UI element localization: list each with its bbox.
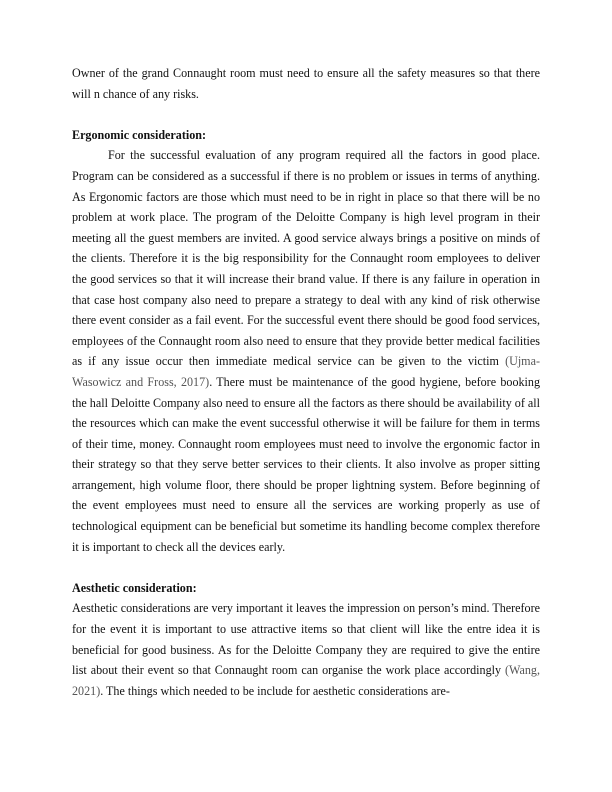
intro-paragraph: Owner of the grand Connaught room must need to ensure all the safety measures so that there will n chance of any risks. [72, 66, 540, 101]
document-page [72, 63, 540, 701]
ergonomic-paragraph [72, 145, 540, 557]
aesthetic-text-part-2: . The things which needed to be include for aesthetic considerations are- [100, 683, 450, 698]
ergonomic-text-part-1: For the successful evaluation of any program required all the factors in good place. Program can be considered as a successful if there is no problem or issues in terms of anything. As Ergonomic factors are those which must need to be in right in place so that there will be no problem at work place. The program of the Deloitte Company is high level program in their meeting all the guest members are invited. A good service always brings a positive on minds of the clients. Therefore it is the big responsibility for the Connaught room employees to deliver the good services so that it will increase their brand value. If there is any failure in operation in that case host company also need to prepare a strategy to deal with any kind of risk otherwise there event consider as a fail event. For the successful event there should be good food services, employees of the Connaught room also need to ensure that they provide better medical facilities as if any issue occur then immediate medical service can be given to the victim [72, 148, 540, 369]
aesthetic-text-part-1: Aesthetic considerations are very important it leaves the impression on person’s mind. Therefore for the event it is important to use attractive items so that client will like the entre idea it is beneficial for good business. As for the Deloitte Company they are required to give the entire list about their event so that Connaught room can organise the work place accordingly [72, 601, 540, 678]
ergonomic-citation: (Ujma-Wasowicz and Fross, 2017) [72, 354, 540, 389]
spacer [72, 557, 540, 578]
aesthetic-citation: (Wang, 2021) [72, 663, 540, 698]
ergonomic-text-part-2: . There must be maintenance of the good hygiene, before booking the hall Deloitte Company also need to ensure all the factors as there should be availability of all the resources which can make the event successful otherwise it will be failure for them in terms of their time, money. Connaught room employees must need to involve the ergonomic factor in their strategy so that they serve better services to their clients. It also involve as proper sitting arrangement, high volume floor, there should be proper lightning system. Before beginning of the event employees must need to ensure all the services are working properly as use of technological equipment can be beneficial but sometime its handling become complex therefore it is important to check all the devices early. [72, 374, 540, 554]
ergonomic-heading: Ergonomic consideration: [72, 127, 207, 142]
aesthetic-paragraph [72, 598, 540, 701]
spacer [72, 104, 540, 125]
aesthetic-heading: Aesthetic consideration: [72, 580, 197, 595]
